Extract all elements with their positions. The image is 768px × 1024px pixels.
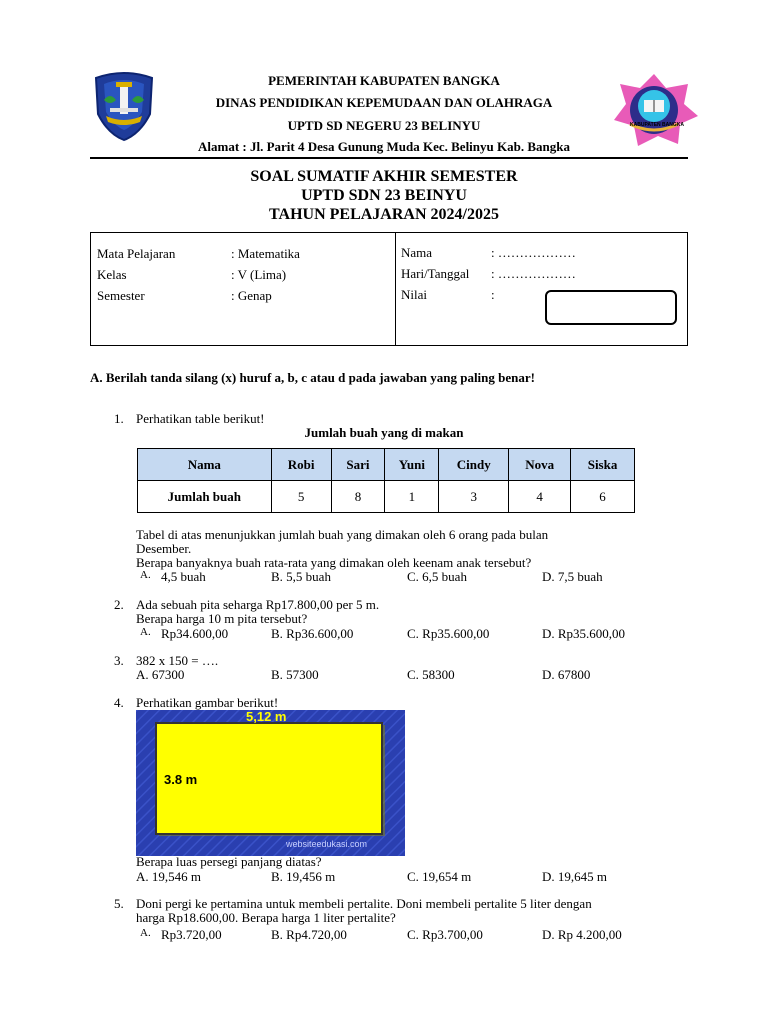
table-header-cell: Cindy <box>439 449 509 481</box>
score-label: Nilai <box>401 287 427 302</box>
date-field[interactable]: : ……………… <box>491 266 576 281</box>
header-address: Alamat : Jl. Parit 4 Desa Gunung Muda Kec. Belinyu Kab. Bangka <box>198 139 570 154</box>
q2-option-d[interactable]: D. Rp35.600,00 <box>542 626 626 641</box>
q1-number: 1. <box>114 411 124 426</box>
q2-option-c[interactable]: C. Rp35.600,00 <box>407 626 490 641</box>
score-box[interactable] <box>545 290 677 325</box>
score-colon: : <box>491 287 495 302</box>
q4-option-d[interactable]: D. 19,645 m <box>542 869 607 884</box>
q5-option-a-letter[interactable]: A. <box>140 927 151 939</box>
q5-option-b[interactable]: B. Rp4.720,00 <box>271 927 347 942</box>
table-header-cell: Siska <box>571 449 635 481</box>
q4-option-b[interactable]: B. 19,456 m <box>271 869 336 884</box>
q1-option-a[interactable]: 4,5 buah <box>161 569 206 584</box>
student-info-box <box>90 232 688 346</box>
q4-text: Perhatikan gambar berikut! <box>136 695 279 710</box>
q5-option-a[interactable]: Rp3.720,00 <box>161 927 222 942</box>
q1-paragraph-1: Tabel di atas menunjukkan jumlah buah yang dimakan oleh 6 orang pada bulan <box>136 527 549 542</box>
header-line-1: PEMERINTAH KABUPATEN BANGKA <box>268 73 500 88</box>
rectangle-figure <box>136 710 405 856</box>
date-label: Hari/Tanggal <box>401 266 470 281</box>
section-a-instruction: A. Berilah tanda silang (x) huruf a, b, c atau d pada jawaban yang paling benar! <box>90 370 535 385</box>
table-cell: 4 <box>509 481 571 513</box>
q5-option-c[interactable]: C. Rp3.700,00 <box>407 927 483 942</box>
q5-text-2: harga Rp18.600,00. Berapa harga 1 liter pertalite? <box>136 910 396 925</box>
table-header-cell: Sari <box>331 449 385 481</box>
class-value: : V (Lima) <box>231 267 287 282</box>
exam-title-line-1: SOAL SUMATIF AKHIR SEMESTER <box>250 168 518 185</box>
table-cell: 5 <box>271 481 331 513</box>
table-cell: 1 <box>385 481 439 513</box>
table-header-cell: Nama <box>138 449 272 481</box>
subject-label: Mata Pelajaran <box>97 246 176 261</box>
q4-option-a[interactable]: A. 19,546 m <box>136 869 201 884</box>
table-header-cell: Nova <box>509 449 571 481</box>
q2-text: Ada sebuah pita seharga Rp17.800,00 per 5 m. <box>136 597 380 612</box>
q3-option-b[interactable]: B. 57300 <box>271 667 319 682</box>
q5-option-d[interactable]: D. Rp 4.200,00 <box>542 927 622 942</box>
q3-option-a[interactable]: A. 67300 <box>136 667 185 682</box>
side-dimension-label: 3.8 m <box>164 772 198 787</box>
class-label: Kelas <box>97 267 127 282</box>
name-field[interactable]: : ……………… <box>491 245 576 260</box>
q1-text: Perhatikan table berikut! <box>136 411 265 426</box>
q1-option-d[interactable]: D. 7,5 buah <box>542 569 603 584</box>
top-dimension-label: 5,12 m <box>246 710 287 724</box>
q1-option-a-letter[interactable]: A. <box>140 569 151 581</box>
q1-question: Berapa banyaknya buah rata-rata yang dimakan oleh keenam anak tersebut? <box>136 555 532 570</box>
q4-question: Berapa luas persegi panjang diatas? <box>136 854 322 869</box>
q4-number: 4. <box>114 695 124 710</box>
q2-option-a[interactable]: Rp34.600,00 <box>161 626 229 641</box>
name-label: Nama <box>401 245 433 260</box>
header-line-3: UPTD SD NEGERU 23 BELINYU <box>287 118 481 133</box>
exam-title-line-2: UPTD SDN 23 BEINYU <box>301 187 467 204</box>
q2-question: Berapa harga 10 m pita tersebut? <box>136 611 308 626</box>
table-header-cell: Robi <box>271 449 331 481</box>
q3-option-d[interactable]: D. 67800 <box>542 667 591 682</box>
q2-option-b[interactable]: B. Rp36.600,00 <box>271 626 354 641</box>
q3-option-c[interactable]: C. 58300 <box>407 667 455 682</box>
info-box-divider <box>395 232 396 346</box>
table-cell: 8 <box>331 481 385 513</box>
header-line-2: DINAS PENDIDIKAN KEPEMUDAAN DAN OLAHRAGA <box>215 95 553 110</box>
table-cell: 6 <box>571 481 635 513</box>
q1-table-title: Jumlah buah yang di makan <box>304 425 464 440</box>
header-rule <box>90 157 688 159</box>
semester-value: : Genap <box>231 288 272 303</box>
q5-number: 5. <box>114 896 124 911</box>
q3-text: 382 x 150 = …. <box>136 653 219 668</box>
q2-number: 2. <box>114 597 124 612</box>
table-header-cell: Yuni <box>385 449 439 481</box>
q1-paragraph-2: Desember. <box>136 541 192 556</box>
subject-value: : Matematika <box>231 246 300 261</box>
q1-option-b[interactable]: B. 5,5 buah <box>271 569 331 584</box>
q5-text: Doni pergi ke pertamina untuk membeli pertalite. Doni membeli pertalite 5 liter dengan <box>136 896 592 911</box>
exam-title-line-3: TAHUN PELAJARAN 2024/2025 <box>269 206 499 223</box>
table-row <box>138 481 635 513</box>
table-header-row <box>138 449 635 481</box>
semester-label: Semester <box>97 288 145 303</box>
watermark: websiteedukasi.com <box>286 839 368 849</box>
q3-number: 3. <box>114 653 124 668</box>
table-cell: Jumlah buah <box>138 481 272 513</box>
q2-option-a-letter[interactable]: A. <box>140 626 151 638</box>
q4-option-c[interactable]: C. 19,654 m <box>407 869 472 884</box>
table-cell: 3 <box>439 481 509 513</box>
fruit-table <box>137 448 635 513</box>
q1-option-c[interactable]: C. 6,5 buah <box>407 569 467 584</box>
right-logo-text: KABUPATEN BANGKA <box>630 122 684 128</box>
